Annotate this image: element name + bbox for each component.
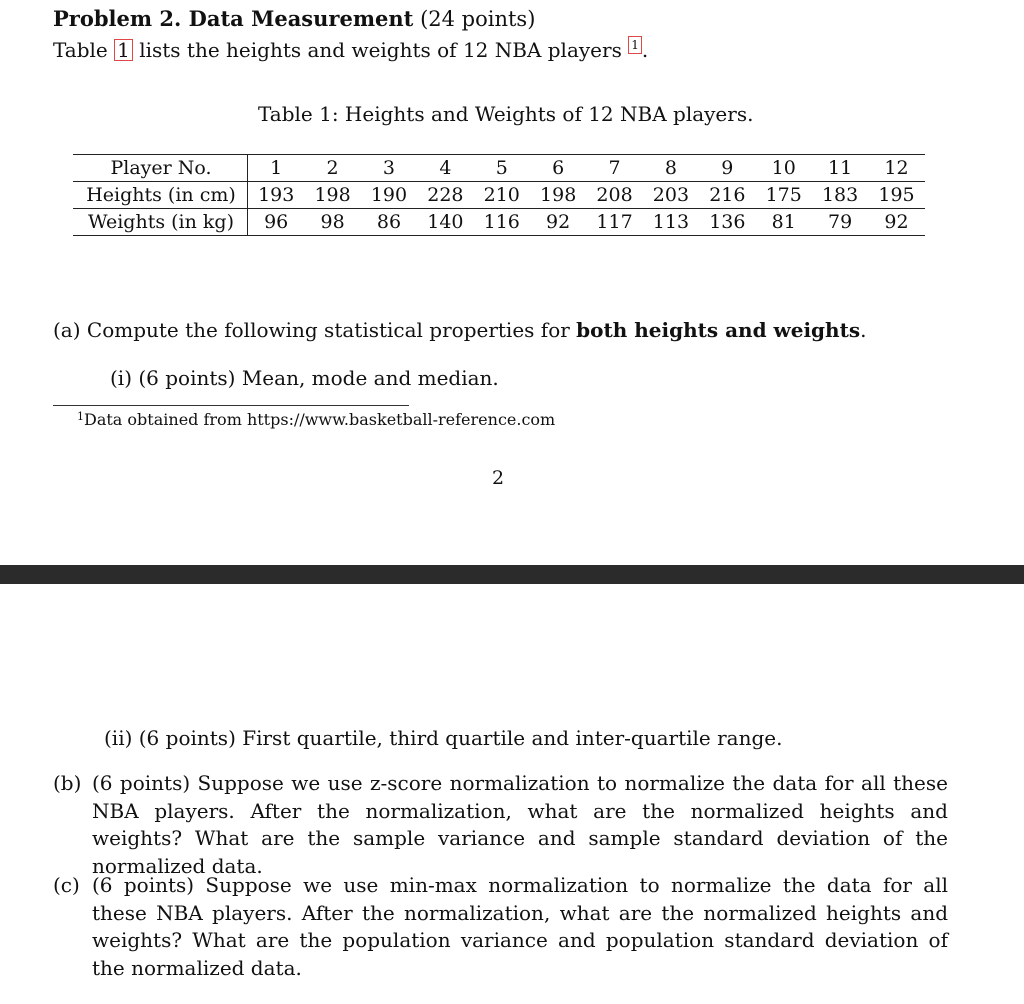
footnote-marker: 1	[77, 410, 84, 423]
part-a-sub-ii: (ii) (6 points) First quartile, third quartile and inter-quartile range.	[104, 726, 783, 750]
table-cell: 210	[474, 182, 530, 209]
table-cell: 12	[868, 155, 924, 182]
table-row-label: Player No.	[73, 155, 248, 182]
intro-end: .	[641, 38, 649, 62]
table-cell: 11	[812, 155, 868, 182]
table-cell: 81	[756, 209, 812, 236]
table-cell: 198	[304, 182, 360, 209]
table-row	[73, 155, 925, 182]
table-cell: 86	[361, 209, 417, 236]
table-cell: 216	[699, 182, 755, 209]
problem-intro	[53, 36, 648, 62]
footnote	[77, 410, 555, 429]
table-row	[73, 209, 925, 236]
footnote-ref-link[interactable]: 1	[628, 36, 642, 54]
table-cell: 203	[643, 182, 699, 209]
table-cell: 136	[699, 209, 755, 236]
part-c-label: (c)	[53, 873, 80, 897]
nba-players-table	[73, 154, 925, 236]
table-cell: 228	[417, 182, 473, 209]
part-c-text: (6 points) Suppose we use min-max normalization to normalize the data for all these NBA players. After the normalization, what are the normalized heights and weights? What are the population variance and population standard deviation of the normalized data.	[92, 873, 948, 980]
intro-before: Table	[53, 38, 108, 62]
part-b-label: (b)	[53, 771, 82, 795]
table-cell: 113	[643, 209, 699, 236]
table-cell: 208	[586, 182, 642, 209]
problem-title-bold: Problem 2. Data Measurement	[53, 6, 414, 31]
table-cell: 5	[474, 155, 530, 182]
table-row	[73, 182, 925, 209]
table-cell: 98	[304, 209, 360, 236]
part-a-label: (a)	[53, 318, 81, 342]
table-cell: 175	[756, 182, 812, 209]
problem-points: (24 points)	[420, 7, 536, 31]
table-cell: 198	[530, 182, 586, 209]
table-cell: 183	[812, 182, 868, 209]
part-a-bold-text: both heights and weights	[576, 318, 861, 342]
table-cell: 96	[248, 209, 305, 236]
table-cell: 2	[304, 155, 360, 182]
part-a-question	[53, 318, 866, 342]
part-b-text: (6 points) Suppose we use z-score normalization to normalize the data for all these NBA players. After the normalization, what are the normalized heights and weights? What are the sample variance and sample standard deviation of the normalized data.	[92, 771, 948, 878]
table-cell: 190	[361, 182, 417, 209]
page-number: 2	[492, 467, 505, 489]
intro-middle: lists the heights and weights of 12 NBA players	[139, 38, 622, 62]
table-cell: 193	[248, 182, 305, 209]
table-cell: 3	[361, 155, 417, 182]
table-cell: 195	[868, 182, 924, 209]
footnote-text: Data obtained from https://www.basketball-reference.com	[84, 410, 556, 429]
table-cell: 6	[530, 155, 586, 182]
page-separator	[0, 565, 1024, 584]
table-cell: 79	[812, 209, 868, 236]
footnote-rule	[53, 405, 409, 406]
table-cell: 4	[417, 155, 473, 182]
table-cell: 7	[586, 155, 642, 182]
table-cell: 1	[248, 155, 305, 182]
part-a-sub-i: (i) (6 points) Mean, mode and median.	[110, 366, 499, 390]
part-a-end: .	[860, 318, 867, 342]
table-cell: 8	[643, 155, 699, 182]
table-row-label: Weights (in kg)	[73, 209, 248, 236]
table-cell: 140	[417, 209, 473, 236]
table-cell: 10	[756, 155, 812, 182]
part-c-question	[53, 872, 948, 982]
table-caption: Table 1: Heights and Weights of 12 NBA players.	[258, 102, 754, 126]
part-a-text: Compute the following statistical properties for	[86, 318, 570, 342]
part-b-question	[53, 770, 948, 880]
table-row-label: Heights (in cm)	[73, 182, 248, 209]
table-ref-link[interactable]: 1	[114, 39, 133, 61]
table-cell: 116	[474, 209, 530, 236]
table-cell: 92	[530, 209, 586, 236]
table-cell: 117	[586, 209, 642, 236]
table-cell: 92	[868, 209, 924, 236]
problem-title	[53, 6, 535, 31]
table-cell: 9	[699, 155, 755, 182]
